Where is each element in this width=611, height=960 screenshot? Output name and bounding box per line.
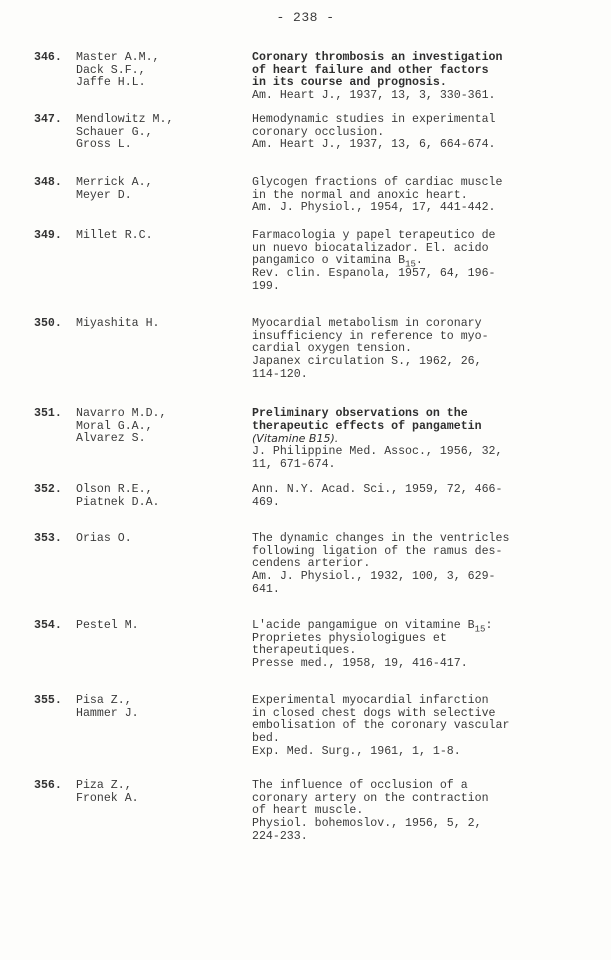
citation-line: cendens arterior. [252, 557, 371, 571]
citation-line: Presse med., 1958, 19, 416-417. [252, 657, 468, 671]
author-name: Piatnek D.A. [76, 495, 160, 509]
entry-citation [252, 484, 502, 509]
citation-line: Am. J. Physiol., 1954, 17, 441-442. [252, 201, 496, 215]
author-name: Gross L. [76, 138, 132, 152]
citation-line: The dynamic changes in the ventricles [252, 532, 510, 545]
entry-number: 350. [34, 317, 62, 330]
citation-line: 114-120. [252, 367, 308, 381]
entry-number: 352. [34, 483, 62, 496]
author-name: Orias O. [76, 532, 132, 545]
entry-citation [252, 318, 489, 382]
citation-line: Physiol. bohemoslov., 1956, 5, 2, [252, 817, 482, 831]
citation-line: Proprietes physiologigues et [252, 631, 447, 645]
reference-entry [34, 780, 489, 844]
citation-line: Farmacologia y papel terapeutico de [252, 229, 496, 242]
entry-authors [76, 533, 252, 597]
citation-line: in the normal and anoxic heart. [252, 188, 468, 202]
entry-number: 351. [34, 407, 62, 420]
entry-authors [76, 695, 252, 759]
citation-line: embolisation of the coronary vascular [252, 719, 510, 733]
entry-authors [76, 318, 252, 382]
author-name: Olson R.E., [76, 483, 153, 496]
subscript: 15 [474, 624, 486, 635]
entry-citation [252, 533, 509, 597]
citation-line: of heart failure and other factors [252, 63, 489, 77]
citation-line: in its course and prognosis. [252, 76, 447, 90]
entry-authors [76, 114, 252, 152]
citation-line: L'acide pangamigue on vitamine $B_{15}$: [252, 619, 493, 635]
author-name: Piza Z., [76, 779, 132, 792]
entry-authors [76, 780, 252, 844]
reference-entry [34, 533, 509, 597]
citation-line: coronary occlusion. [252, 125, 385, 139]
author-name: Master A.M., [76, 51, 160, 64]
entry-number: 348. [34, 176, 62, 189]
entry-number: 354. [34, 619, 62, 632]
citation-line: 224-233. [252, 829, 308, 843]
citation-line: Am. Heart J., 1937, 13, 3, 330-361. [252, 89, 496, 103]
entry-authors [76, 620, 252, 671]
reference-entry [34, 230, 496, 294]
citation-line: Coronary thrombosis an investigation [252, 51, 503, 64]
author-name: Millet R.C. [76, 229, 153, 242]
citation-line: 11, 671-674. [252, 457, 336, 471]
author-name: Dack S.F., [76, 63, 146, 77]
citation-line: therapeutic effects of pangametin [252, 419, 482, 433]
citation-line: insufficiency in reference to myo- [252, 329, 489, 343]
entry-number: 353. [34, 532, 62, 545]
citation-line: Am. J. Physiol., 1932, 100, 3, 629- [252, 570, 496, 584]
citation-line: therapeutiques. [252, 644, 357, 658]
citation-line: of heart muscle. [252, 804, 364, 818]
reference-entry [34, 318, 489, 382]
page-number: - 238 - [276, 10, 335, 25]
entry-number: 355. [34, 694, 62, 707]
reference-entry [34, 620, 492, 671]
entry-citation [252, 114, 496, 152]
entry-citation [252, 177, 502, 215]
citation-line: The influence of occlusion of a [252, 779, 468, 792]
citation-line: Experimental myocardial infarction [252, 694, 489, 707]
citation-line: Japanex circulation S., 1962, 26, [252, 355, 482, 369]
reference-entry [34, 484, 502, 509]
author-name: Pestel M. [76, 619, 139, 632]
reference-entry [34, 177, 502, 215]
entry-number: 349. [34, 229, 62, 242]
reference-entry [34, 52, 502, 103]
citation-line: following ligation of the ramus des- [252, 544, 503, 558]
entry-authors [76, 52, 252, 103]
citation-line: in closed chest dogs with selective [252, 706, 496, 720]
citation-line: 199. [252, 279, 280, 293]
citation-line: 469. [252, 495, 280, 509]
author-name: Moral G.A., [76, 419, 153, 433]
citation-line: bed. [252, 732, 280, 746]
author-name: Fronek A. [76, 791, 139, 805]
handwritten-annotation: (Vitamine B15). [252, 432, 339, 446]
entry-number: 347. [34, 113, 62, 126]
reference-entry [34, 114, 496, 152]
citation-line: Preliminary observations on the [252, 407, 468, 420]
author-name: Pisa Z., [76, 694, 132, 707]
citation-line: 641. [252, 582, 280, 596]
author-name: Mendlowitz M., [76, 113, 174, 126]
entry-citation [252, 695, 509, 759]
citation-line: Exp. Med. Surg., 1961, 1, 1-8. [252, 744, 461, 758]
reference-entry [34, 695, 509, 759]
citation-line: Rev. clin. Espanola, 1957, 64, 196- [252, 267, 496, 281]
entry-citation [252, 620, 492, 671]
citation-line: Ann. N.Y. Acad. Sci., 1959, 72, 466- [252, 483, 503, 496]
author-name: Alvarez S. [76, 432, 146, 446]
author-name: Hammer J. [76, 706, 139, 720]
entry-authors [76, 484, 252, 509]
citation-line: Myocardial metabolism in coronary [252, 317, 482, 330]
author-name: Schauer G., [76, 125, 153, 139]
entry-authors [76, 408, 252, 472]
citation-line: Am. Heart J., 1937, 13, 6, 664-674. [252, 138, 496, 152]
author-name: Jaffe H.L. [76, 76, 146, 90]
entry-citation [252, 230, 496, 294]
entry-number: 356. [34, 779, 62, 792]
author-name: Miyashita H. [76, 317, 160, 330]
reference-entry [34, 408, 502, 472]
subscript: 15 [405, 259, 416, 270]
citation-line: Hemodynamic studies in experimental [252, 113, 496, 126]
citation-line: J. Philippine Med. Assoc., 1956, 32, [252, 445, 503, 459]
author-name: Navarro M.D., [76, 407, 167, 420]
citation-line: coronary artery on the contraction [252, 791, 489, 805]
author-name: Merrick A., [76, 176, 153, 189]
citation-line: cardial oxygen tension. [252, 342, 413, 356]
author-name: Meyer D. [76, 188, 132, 202]
entry-authors [76, 230, 252, 294]
citation-line: Glycogen fractions of cardiac muscle [252, 176, 503, 189]
citation-line: un nuevo biocatalizador. El. acido [252, 241, 489, 255]
citation-line: pangamico o vitamina $B_{15}$. [252, 254, 423, 270]
entry-authors [76, 177, 252, 215]
entry-citation [252, 408, 502, 472]
entry-citation [252, 52, 502, 103]
entry-number: 346. [34, 51, 62, 64]
entry-citation [252, 780, 489, 844]
